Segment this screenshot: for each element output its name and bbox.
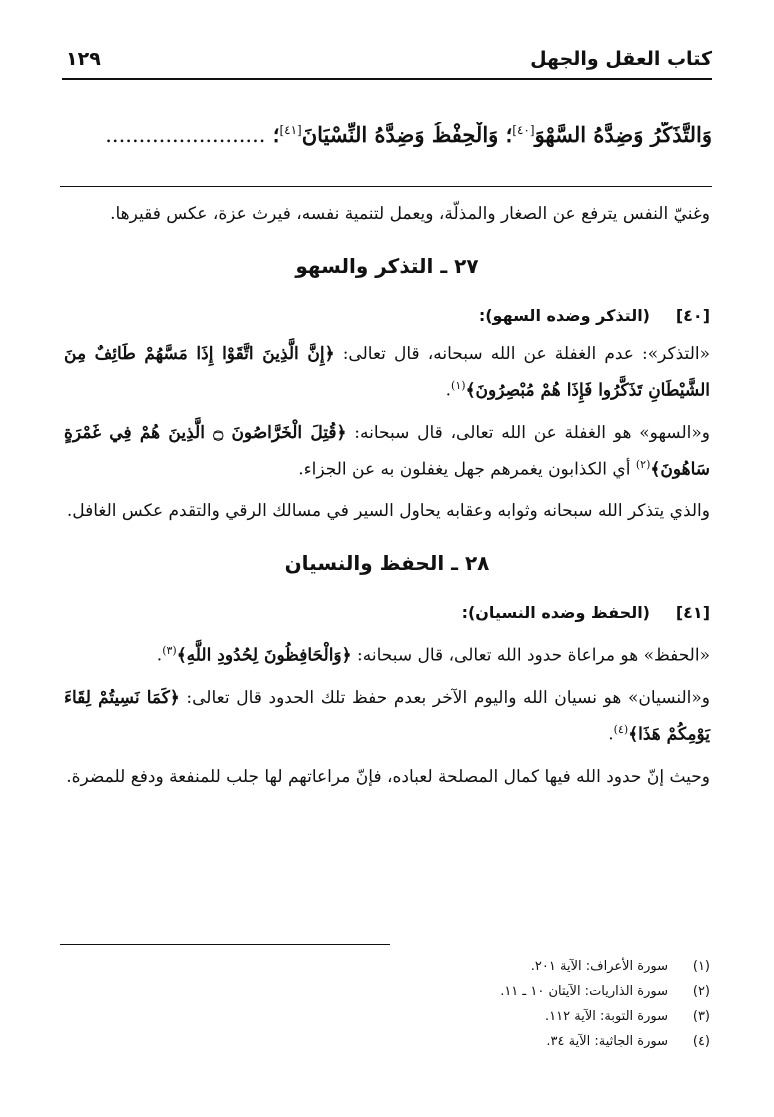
intro-paragraph: وغنيّ النفس يترفع عن الصغار والمذلّة، ويعمل لتنمية نفسه، فيرث عزة، عكس فقيرها.	[110, 204, 710, 224]
entry-40-title-row	[64, 300, 710, 332]
page-body	[64, 198, 710, 793]
entry-41-title: (الحفظ وضده النسيان):	[461, 603, 650, 623]
section-28-heading: ٢٨ ـ الحفظ والنسيان	[284, 551, 490, 576]
footnotes	[64, 954, 710, 1054]
header-divider	[62, 78, 712, 80]
tadhakkur-paragraph: «التذكر»: عدم الغفلة عن الله سبحانه، قال تعالى: ﴿إِنَّ الَّذِينَ اتَّقَوْا إِذَا مَسَّهُمْ طَائِفٌ مِنَ الشَّيْطَانِ تَذَكَّرُوا فَإِذَا هُمْ مُبْصِرُونَ﴾$^{(١)}$.	[64, 344, 710, 401]
hadith-ref-40: [٤٠]	[512, 123, 535, 137]
footnote-text: سورة الذاريات: الآيتان ١٠ ـ ١١.	[500, 984, 668, 999]
entry-40-title: (التذكر وضده السهو):	[478, 306, 650, 325]
footnote-divider	[60, 944, 390, 945]
footnote-mark-1: (١)	[451, 379, 466, 392]
sahw-text: و«السهو» هو الغفلة عن الله تعالى، قال سبحانه:	[346, 422, 710, 443]
hadith-part-3: ؛	[272, 122, 280, 147]
section-divider	[60, 186, 712, 187]
footnote-number: (٤)	[692, 1034, 710, 1049]
sahw-paragraph	[64, 417, 710, 486]
hadith-ref-41: [٤١]	[279, 123, 302, 137]
footnote-mark-2: (٢)	[635, 457, 651, 471]
sahw-rest: أي الكذابون يغمرهم جهل يغفلون به عن الجزاء.	[298, 459, 636, 480]
footnote-number: (٢)	[692, 984, 710, 999]
hifz-paragraph: «الحفظ» هو مراعاة حدود الله تعالى، قال سبحانه: ﴿وَالْحَافِظُونَ لِحُدُودِ اللَّهِ﴾$^{(٣)}$.	[156, 644, 710, 666]
nisyan-paragraph: و«النسيان» هو نسيان الله واليوم الآخر بعدم حفظ تلك الحدود قال تعالى: ﴿كَمَا نَسِيتُمْ لِقَاءَ يَوْمِكُمْ هَذَا﴾$^{(٤)}$.	[64, 687, 711, 745]
footnote-item	[64, 954, 710, 979]
footnote-item	[64, 1004, 710, 1029]
hadith-part-2: ؛ وَالْحِفْظُ وَضِدَّهُ النِّسْيَانَ	[301, 122, 513, 147]
hadith-part-1: وَالتَّذَكُّرُ وَضِدَّهُ السَّهْوَ	[534, 122, 712, 147]
footnote-number: (٣)	[692, 1009, 710, 1024]
footnote-mark-3: (٣)	[162, 644, 177, 658]
footnote-item	[64, 1029, 710, 1054]
section-27-conclusion: والذي يتذكر الله سبحانه وثوابه وعقابه يحاول السير في مسالك الرقي والتقدم عكس الغافل.	[66, 501, 710, 522]
footnote-text: سورة الجاثية: الآية ٣٤.	[546, 1034, 668, 1049]
quran-verse-3: ﴿وَالْحَافِظُونَ لِحُدُودِ اللَّهِ﴾	[176, 645, 352, 666]
section-27-heading: ٢٧ ـ التذكر والسهو	[295, 254, 479, 278]
page-number: ١٢٩	[66, 48, 101, 70]
quran-verse-1: ﴿إِنَّ الَّذِينَ اتَّقَوْا إِذَا مَسَّهُمْ طَائِفٌ مِنَ الشَّيْطَانِ تَذَكَّرُوا فَإِذَا هُمْ مُبْصِرُونَ﴾	[64, 344, 710, 401]
hadith-text	[62, 122, 712, 147]
footnote-number: (١)	[692, 959, 710, 974]
entry-40-ref: [٤٠]	[675, 306, 710, 325]
hadith-continuation-dots: ........................	[105, 123, 266, 147]
section-28-conclusion: وحيث إنّ حدود الله فيها كمال المصلحة لعباده، فإنّ مراعاتهم لها جلب للمنفعة ودفع للمضرة.	[66, 766, 710, 787]
entry-41-title-row	[64, 597, 710, 629]
quran-verse-2: ﴿قُتِلَ الْخَرَّاصُونَ ۝ الَّذِينَ هُمْ فِي غَمْرَةٍ سَاهُونَ﴾	[64, 422, 710, 480]
footnote-text: سورة الأعراف: الآية ٢٠١.	[530, 959, 668, 974]
book-title: كتاب العقل والجهل	[530, 48, 712, 70]
footnote-text: سورة التوبة: الآية ١١٢.	[545, 1009, 668, 1024]
nisyan-text: و«النسيان» هو نسيان الله واليوم الآخر بعدم حفظ تلك الحدود قال تعالى:	[179, 687, 711, 708]
quran-verse-4: ﴿كَمَا نَسِيتُمْ لِقَاءَ يَوْمِكُمْ هَذَا﴾	[64, 687, 710, 745]
footnote-item	[64, 979, 710, 1004]
hifz-text: «الحفظ» هو مراعاة حدود الله تعالى، قال سبحانه:	[351, 645, 710, 666]
entry-41-ref: [٤١]	[675, 603, 710, 623]
tadhakkur-text: «التذكر»: عدم الغفلة عن الله سبحانه، قال تعالى:	[334, 344, 710, 364]
page-header	[66, 48, 712, 78]
footnote-mark-4: (٤)	[613, 722, 629, 736]
